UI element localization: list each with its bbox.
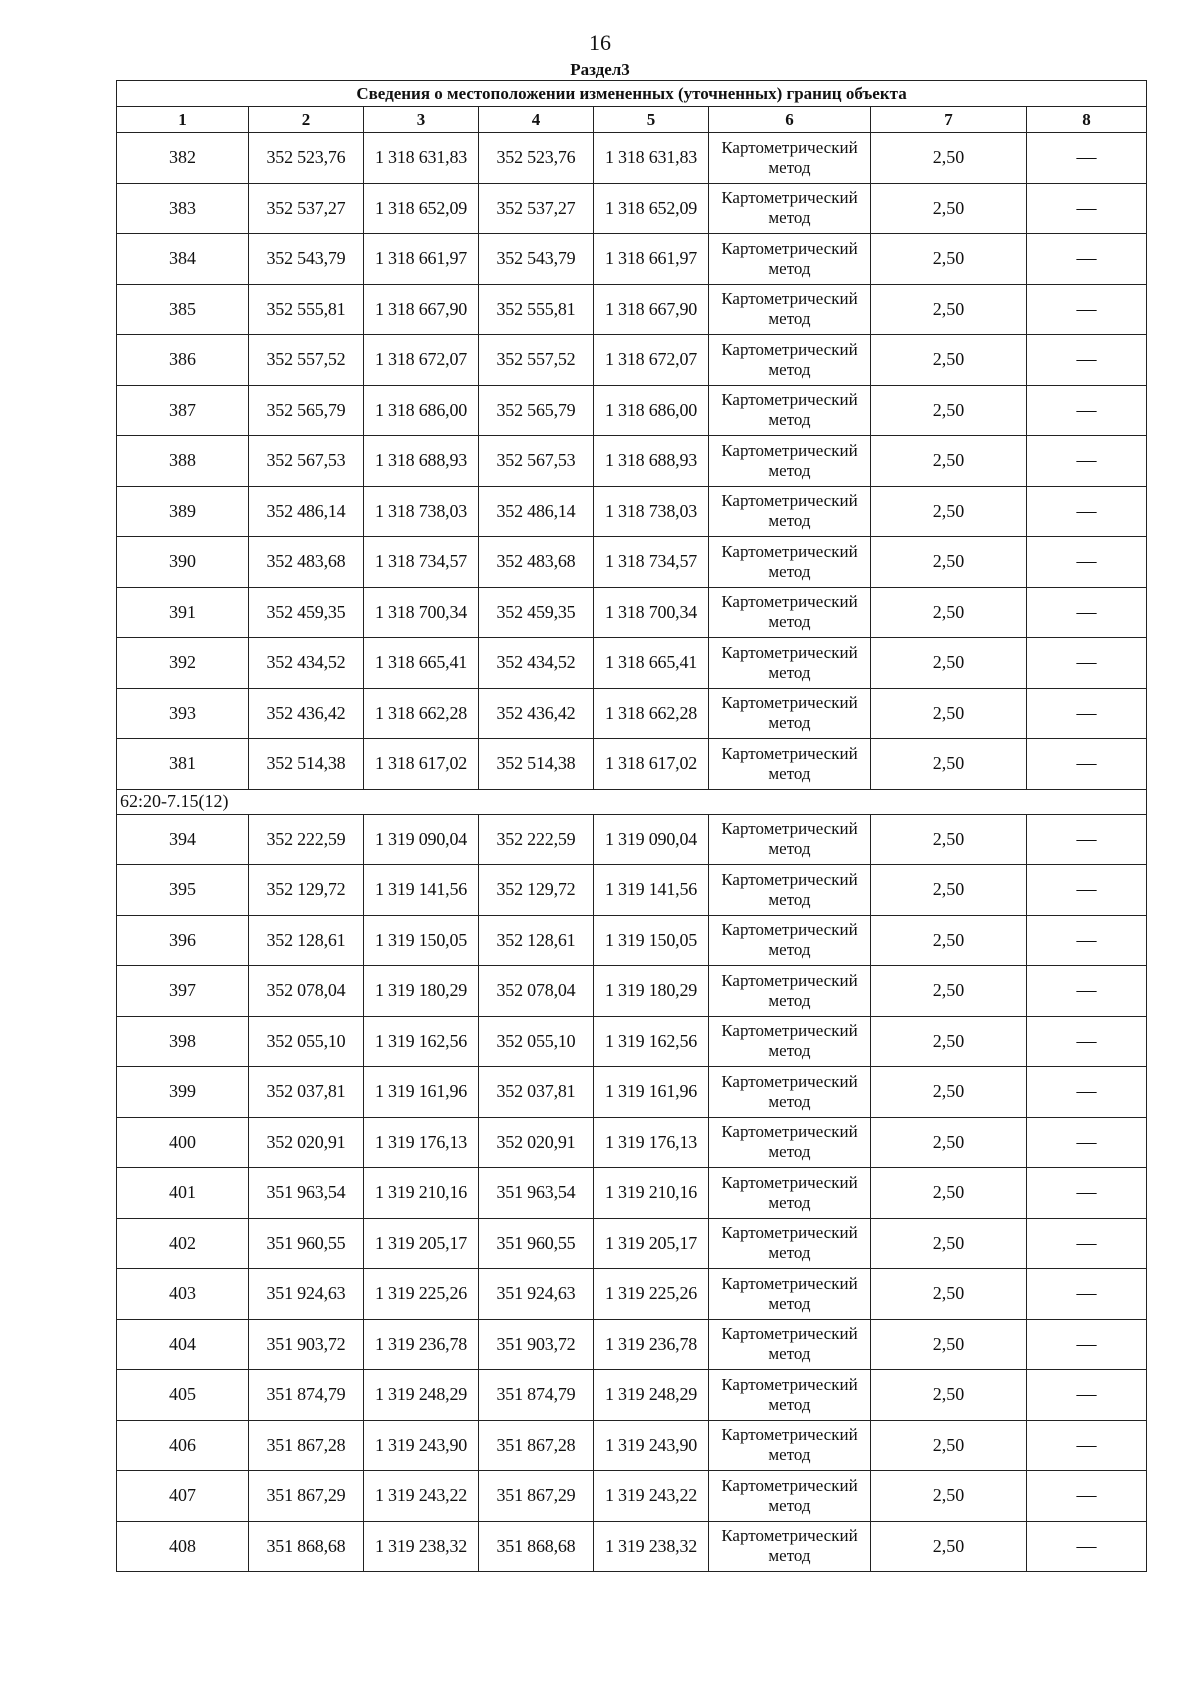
y-new-cell: 1 318 688,93 <box>594 436 709 487</box>
method-cell: Картометрический метод <box>709 183 871 234</box>
x-new-cell: 352 555,81 <box>479 284 594 335</box>
method-cell: Картометрический метод <box>709 284 871 335</box>
y-new-cell: 1 319 162,56 <box>594 1016 709 1067</box>
y-existing-cell: 1 319 176,13 <box>364 1117 479 1168</box>
x-existing-cell: 351 867,29 <box>249 1471 364 1522</box>
x-existing-cell: 352 434,52 <box>249 638 364 689</box>
description-cell: — <box>1027 865 1147 916</box>
y-new-cell: 1 318 672,07 <box>594 335 709 386</box>
x-new-cell: 352 486,14 <box>479 486 594 537</box>
column-header: 2 <box>249 107 364 133</box>
accuracy-cell: 2,50 <box>871 1067 1027 1118</box>
x-new-cell: 352 543,79 <box>479 234 594 285</box>
y-new-cell: 1 318 652,09 <box>594 183 709 234</box>
column-header: 4 <box>479 107 594 133</box>
x-new-cell: 352 055,10 <box>479 1016 594 1067</box>
accuracy-cell: 2,50 <box>871 1471 1027 1522</box>
column-header: 6 <box>709 107 871 133</box>
description-cell: — <box>1027 1269 1147 1320</box>
x-existing-cell: 352 020,91 <box>249 1117 364 1168</box>
table-row <box>117 133 1147 184</box>
method-cell: Картометрический метод <box>709 688 871 739</box>
description-cell: — <box>1027 1420 1147 1471</box>
description-cell: — <box>1027 1067 1147 1118</box>
table-row <box>117 1067 1147 1118</box>
accuracy-cell: 2,50 <box>871 966 1027 1017</box>
accuracy-cell: 2,50 <box>871 865 1027 916</box>
x-existing-cell: 352 078,04 <box>249 966 364 1017</box>
table-row <box>117 1269 1147 1320</box>
y-new-cell: 1 319 150,05 <box>594 915 709 966</box>
y-existing-cell: 1 318 686,00 <box>364 385 479 436</box>
y-existing-cell: 1 318 700,34 <box>364 587 479 638</box>
y-new-cell: 1 319 243,22 <box>594 1471 709 1522</box>
description-cell: — <box>1027 739 1147 790</box>
x-new-cell: 352 078,04 <box>479 966 594 1017</box>
description-cell: — <box>1027 1218 1147 1269</box>
method-cell: Картометрический метод <box>709 1521 871 1572</box>
description-cell: — <box>1027 814 1147 865</box>
method-cell: Картометрический метод <box>709 1319 871 1370</box>
x-new-cell: 351 874,79 <box>479 1370 594 1421</box>
method-cell: Картометрический метод <box>709 814 871 865</box>
point-number-cell: 398 <box>117 1016 249 1067</box>
x-existing-cell: 352 128,61 <box>249 915 364 966</box>
table-row <box>117 915 1147 966</box>
column-header: 3 <box>364 107 479 133</box>
table-row <box>117 638 1147 689</box>
table-row <box>117 587 1147 638</box>
y-existing-cell: 1 319 248,29 <box>364 1370 479 1421</box>
accuracy-cell: 2,50 <box>871 1218 1027 1269</box>
x-existing-cell: 352 555,81 <box>249 284 364 335</box>
x-existing-cell: 352 486,14 <box>249 486 364 537</box>
description-cell: — <box>1027 1319 1147 1370</box>
accuracy-cell: 2,50 <box>871 587 1027 638</box>
description-cell: — <box>1027 133 1147 184</box>
table-row <box>117 865 1147 916</box>
y-new-cell: 1 319 176,13 <box>594 1117 709 1168</box>
table-row <box>117 385 1147 436</box>
point-number-cell: 391 <box>117 587 249 638</box>
y-new-cell: 1 319 248,29 <box>594 1370 709 1421</box>
description-cell: — <box>1027 1521 1147 1572</box>
point-number-cell: 392 <box>117 638 249 689</box>
x-existing-cell: 351 868,68 <box>249 1521 364 1572</box>
point-number-cell: 405 <box>117 1370 249 1421</box>
y-existing-cell: 1 319 090,04 <box>364 814 479 865</box>
x-existing-cell: 352 537,27 <box>249 183 364 234</box>
table-row <box>117 966 1147 1017</box>
y-new-cell: 1 319 238,32 <box>594 1521 709 1572</box>
x-existing-cell: 352 483,68 <box>249 537 364 588</box>
x-new-cell: 351 963,54 <box>479 1168 594 1219</box>
x-existing-cell: 351 867,28 <box>249 1420 364 1471</box>
table-row <box>117 739 1147 790</box>
accuracy-cell: 2,50 <box>871 1370 1027 1421</box>
table-caption: Сведения о местоположении измененных (уточненных) границ объекта <box>117 81 1147 107</box>
method-cell: Картометрический метод <box>709 133 871 184</box>
x-new-cell: 352 128,61 <box>479 915 594 966</box>
point-number-cell: 387 <box>117 385 249 436</box>
y-new-cell: 1 319 141,56 <box>594 865 709 916</box>
x-new-cell: 352 483,68 <box>479 537 594 588</box>
boundary-coordinates-table <box>116 80 1147 1572</box>
y-existing-cell: 1 319 236,78 <box>364 1319 479 1370</box>
point-number-cell: 381 <box>117 739 249 790</box>
x-new-cell: 352 557,52 <box>479 335 594 386</box>
accuracy-cell: 2,50 <box>871 1521 1027 1572</box>
description-cell: — <box>1027 385 1147 436</box>
x-existing-cell: 352 565,79 <box>249 385 364 436</box>
point-number-cell: 397 <box>117 966 249 1017</box>
y-existing-cell: 1 318 665,41 <box>364 638 479 689</box>
table-row <box>117 1117 1147 1168</box>
y-existing-cell: 1 319 238,32 <box>364 1521 479 1572</box>
accuracy-cell: 2,50 <box>871 133 1027 184</box>
accuracy-cell: 2,50 <box>871 335 1027 386</box>
description-cell: — <box>1027 1370 1147 1421</box>
x-existing-cell: 352 055,10 <box>249 1016 364 1067</box>
method-cell: Картометрический метод <box>709 537 871 588</box>
y-existing-cell: 1 319 161,96 <box>364 1067 479 1118</box>
x-new-cell: 352 567,53 <box>479 436 594 487</box>
x-existing-cell: 352 129,72 <box>249 865 364 916</box>
y-new-cell: 1 318 738,03 <box>594 486 709 537</box>
method-cell: Картометрический метод <box>709 1420 871 1471</box>
point-number-cell: 402 <box>117 1218 249 1269</box>
y-existing-cell: 1 319 243,22 <box>364 1471 479 1522</box>
y-existing-cell: 1 319 180,29 <box>364 966 479 1017</box>
y-existing-cell: 1 318 734,57 <box>364 537 479 588</box>
description-cell: — <box>1027 486 1147 537</box>
x-new-cell: 351 867,29 <box>479 1471 594 1522</box>
method-cell: Картометрический метод <box>709 966 871 1017</box>
table-row <box>117 1420 1147 1471</box>
point-number-cell: 382 <box>117 133 249 184</box>
y-new-cell: 1 319 225,26 <box>594 1269 709 1320</box>
y-new-cell: 1 318 686,00 <box>594 385 709 436</box>
point-number-cell: 406 <box>117 1420 249 1471</box>
description-cell: — <box>1027 436 1147 487</box>
y-existing-cell: 1 318 617,02 <box>364 739 479 790</box>
y-new-cell: 1 318 700,34 <box>594 587 709 638</box>
accuracy-cell: 2,50 <box>871 1016 1027 1067</box>
x-new-cell: 352 523,76 <box>479 133 594 184</box>
y-existing-cell: 1 318 672,07 <box>364 335 479 386</box>
point-number-cell: 400 <box>117 1117 249 1168</box>
y-new-cell: 1 318 734,57 <box>594 537 709 588</box>
x-existing-cell: 352 557,52 <box>249 335 364 386</box>
y-new-cell: 1 318 631,83 <box>594 133 709 184</box>
x-new-cell: 352 436,42 <box>479 688 594 739</box>
group-label: 62:20-7.15(12) <box>117 789 1147 814</box>
description-cell: — <box>1027 537 1147 588</box>
x-existing-cell: 352 037,81 <box>249 1067 364 1118</box>
y-new-cell: 1 319 210,16 <box>594 1168 709 1219</box>
x-new-cell: 352 020,91 <box>479 1117 594 1168</box>
point-number-cell: 395 <box>117 865 249 916</box>
description-cell: — <box>1027 1117 1147 1168</box>
accuracy-cell: 2,50 <box>871 234 1027 285</box>
y-existing-cell: 1 319 210,16 <box>364 1168 479 1219</box>
description-cell: — <box>1027 1471 1147 1522</box>
y-existing-cell: 1 319 205,17 <box>364 1218 479 1269</box>
x-new-cell: 351 960,55 <box>479 1218 594 1269</box>
accuracy-cell: 2,50 <box>871 537 1027 588</box>
y-existing-cell: 1 318 688,93 <box>364 436 479 487</box>
y-existing-cell: 1 319 141,56 <box>364 865 479 916</box>
y-new-cell: 1 319 180,29 <box>594 966 709 1017</box>
x-new-cell: 352 037,81 <box>479 1067 594 1118</box>
x-existing-cell: 352 543,79 <box>249 234 364 285</box>
table-row <box>117 284 1147 335</box>
point-number-cell: 383 <box>117 183 249 234</box>
method-cell: Картометрический метод <box>709 1471 871 1522</box>
y-existing-cell: 1 319 150,05 <box>364 915 479 966</box>
x-existing-cell: 351 874,79 <box>249 1370 364 1421</box>
point-number-cell: 385 <box>117 284 249 335</box>
description-cell: — <box>1027 335 1147 386</box>
y-existing-cell: 1 318 667,90 <box>364 284 479 335</box>
y-existing-cell: 1 318 662,28 <box>364 688 479 739</box>
x-new-cell: 351 924,63 <box>479 1269 594 1320</box>
table-row <box>117 1521 1147 1572</box>
table-row <box>117 1370 1147 1421</box>
table-row <box>117 814 1147 865</box>
description-cell: — <box>1027 915 1147 966</box>
point-number-cell: 396 <box>117 915 249 966</box>
description-cell: — <box>1027 1016 1147 1067</box>
method-cell: Картометрический метод <box>709 385 871 436</box>
x-existing-cell: 351 924,63 <box>249 1269 364 1320</box>
accuracy-cell: 2,50 <box>871 1420 1027 1471</box>
table-row <box>117 1016 1147 1067</box>
y-new-cell: 1 318 661,97 <box>594 234 709 285</box>
page-number: 16 <box>589 30 611 55</box>
x-existing-cell: 351 963,54 <box>249 1168 364 1219</box>
x-existing-cell: 352 436,42 <box>249 688 364 739</box>
x-new-cell: 352 459,35 <box>479 587 594 638</box>
y-new-cell: 1 318 662,28 <box>594 688 709 739</box>
x-new-cell: 351 868,68 <box>479 1521 594 1572</box>
point-number-cell: 401 <box>117 1168 249 1219</box>
x-new-cell: 352 514,38 <box>479 739 594 790</box>
accuracy-cell: 2,50 <box>871 1168 1027 1219</box>
method-cell: Картометрический метод <box>709 1117 871 1168</box>
point-number-cell: 393 <box>117 688 249 739</box>
method-cell: Картометрический метод <box>709 638 871 689</box>
method-cell: Картометрический метод <box>709 1370 871 1421</box>
x-existing-cell: 351 960,55 <box>249 1218 364 1269</box>
point-number-cell: 389 <box>117 486 249 537</box>
x-existing-cell: 351 903,72 <box>249 1319 364 1370</box>
table-body <box>117 133 1147 1572</box>
x-new-cell: 351 867,28 <box>479 1420 594 1471</box>
table-row <box>117 688 1147 739</box>
x-new-cell: 352 565,79 <box>479 385 594 436</box>
table-row <box>117 1168 1147 1219</box>
point-number-cell: 390 <box>117 537 249 588</box>
description-cell: — <box>1027 1168 1147 1219</box>
column-header-row <box>117 107 1147 133</box>
method-cell: Картометрический метод <box>709 1016 871 1067</box>
y-new-cell: 1 318 665,41 <box>594 638 709 689</box>
method-cell: Картометрический метод <box>709 1218 871 1269</box>
x-new-cell: 352 434,52 <box>479 638 594 689</box>
method-cell: Картометрический метод <box>709 234 871 285</box>
section-title: Раздел3 <box>570 60 630 79</box>
accuracy-cell: 2,50 <box>871 638 1027 689</box>
y-new-cell: 1 319 205,17 <box>594 1218 709 1269</box>
accuracy-cell: 2,50 <box>871 183 1027 234</box>
y-new-cell: 1 318 617,02 <box>594 739 709 790</box>
y-new-cell: 1 319 236,78 <box>594 1319 709 1370</box>
table-row <box>117 436 1147 487</box>
y-new-cell: 1 319 161,96 <box>594 1067 709 1118</box>
description-cell: — <box>1027 234 1147 285</box>
y-new-cell: 1 318 667,90 <box>594 284 709 335</box>
point-number-cell: 394 <box>117 814 249 865</box>
description-cell: — <box>1027 638 1147 689</box>
group-label-row <box>117 789 1147 814</box>
point-number-cell: 408 <box>117 1521 249 1572</box>
accuracy-cell: 2,50 <box>871 1117 1027 1168</box>
table-row <box>117 1319 1147 1370</box>
x-existing-cell: 352 222,59 <box>249 814 364 865</box>
method-cell: Картометрический метод <box>709 915 871 966</box>
accuracy-cell: 2,50 <box>871 688 1027 739</box>
x-existing-cell: 352 514,38 <box>249 739 364 790</box>
y-existing-cell: 1 318 652,09 <box>364 183 479 234</box>
y-existing-cell: 1 319 243,90 <box>364 1420 479 1471</box>
y-existing-cell: 1 318 661,97 <box>364 234 479 285</box>
description-cell: — <box>1027 183 1147 234</box>
accuracy-cell: 2,50 <box>871 814 1027 865</box>
accuracy-cell: 2,50 <box>871 436 1027 487</box>
description-cell: — <box>1027 688 1147 739</box>
y-existing-cell: 1 318 738,03 <box>364 486 479 537</box>
x-new-cell: 352 129,72 <box>479 865 594 916</box>
column-header: 5 <box>594 107 709 133</box>
point-number-cell: 388 <box>117 436 249 487</box>
point-number-cell: 399 <box>117 1067 249 1118</box>
description-cell: — <box>1027 284 1147 335</box>
method-cell: Картометрический метод <box>709 335 871 386</box>
table-row <box>117 486 1147 537</box>
x-existing-cell: 352 523,76 <box>249 133 364 184</box>
point-number-cell: 403 <box>117 1269 249 1320</box>
point-number-cell: 404 <box>117 1319 249 1370</box>
accuracy-cell: 2,50 <box>871 739 1027 790</box>
y-existing-cell: 1 318 631,83 <box>364 133 479 184</box>
accuracy-cell: 2,50 <box>871 385 1027 436</box>
method-cell: Картометрический метод <box>709 587 871 638</box>
column-header: 7 <box>871 107 1027 133</box>
point-number-cell: 384 <box>117 234 249 285</box>
accuracy-cell: 2,50 <box>871 1319 1027 1370</box>
point-number-cell: 386 <box>117 335 249 386</box>
accuracy-cell: 2,50 <box>871 1269 1027 1320</box>
table-row <box>117 1218 1147 1269</box>
method-cell: Картометрический метод <box>709 739 871 790</box>
table-row <box>117 234 1147 285</box>
y-existing-cell: 1 319 225,26 <box>364 1269 479 1320</box>
x-existing-cell: 352 459,35 <box>249 587 364 638</box>
method-cell: Картометрический метод <box>709 1067 871 1118</box>
accuracy-cell: 2,50 <box>871 486 1027 537</box>
table-row <box>117 537 1147 588</box>
method-cell: Картометрический метод <box>709 1168 871 1219</box>
y-existing-cell: 1 319 162,56 <box>364 1016 479 1067</box>
description-cell: — <box>1027 587 1147 638</box>
x-new-cell: 352 537,27 <box>479 183 594 234</box>
method-cell: Картометрический метод <box>709 1269 871 1320</box>
description-cell: — <box>1027 966 1147 1017</box>
table-row <box>117 1471 1147 1522</box>
method-cell: Картометрический метод <box>709 486 871 537</box>
y-new-cell: 1 319 243,90 <box>594 1420 709 1471</box>
accuracy-cell: 2,50 <box>871 915 1027 966</box>
accuracy-cell: 2,50 <box>871 284 1027 335</box>
method-cell: Картометрический метод <box>709 436 871 487</box>
table-row <box>117 183 1147 234</box>
x-existing-cell: 352 567,53 <box>249 436 364 487</box>
method-cell: Картометрический метод <box>709 865 871 916</box>
x-new-cell: 352 222,59 <box>479 814 594 865</box>
x-new-cell: 351 903,72 <box>479 1319 594 1370</box>
column-header: 8 <box>1027 107 1147 133</box>
y-new-cell: 1 319 090,04 <box>594 814 709 865</box>
column-header: 1 <box>117 107 249 133</box>
point-number-cell: 407 <box>117 1471 249 1522</box>
table-row <box>117 335 1147 386</box>
